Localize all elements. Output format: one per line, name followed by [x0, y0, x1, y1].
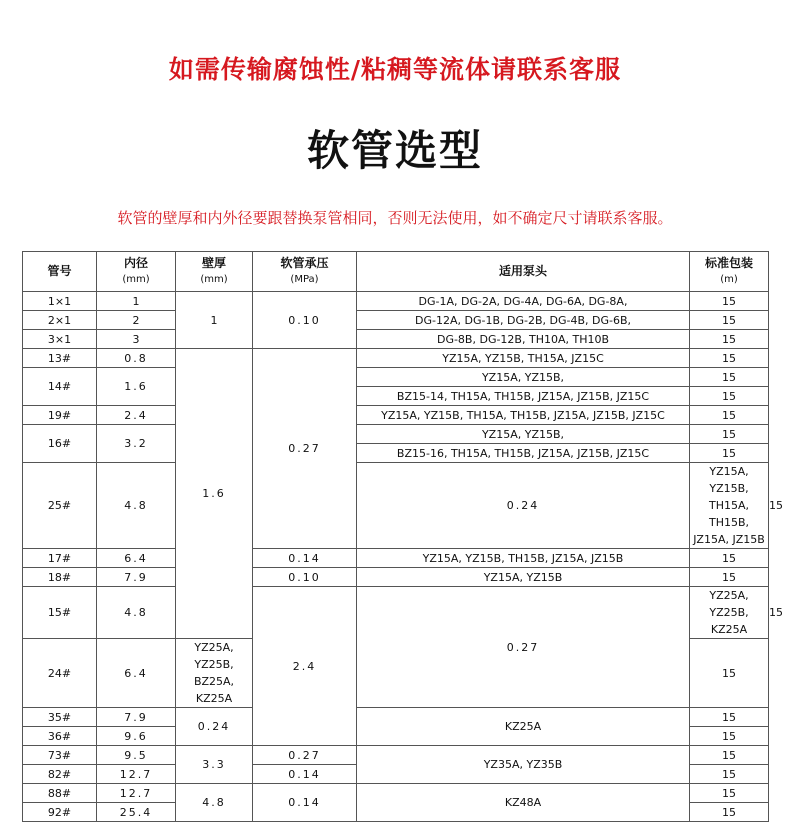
cell-inner-diameter: 3: [97, 330, 176, 349]
cell-package: 15: [690, 311, 769, 330]
cell-pump-head: YZ15A, YZ15B: [357, 568, 690, 587]
cell-pressure: 0.27: [357, 587, 690, 708]
cell-pump-head: YZ15A, YZ15B,: [357, 425, 690, 444]
cell-pump-head: KZ25A: [357, 708, 690, 746]
cell-inner-diameter: 9.5: [97, 746, 176, 765]
cell-package: 15: [690, 292, 769, 311]
cell-inner-diameter: 3.2: [97, 425, 176, 463]
cell-inner-diameter: 0.8: [97, 349, 176, 368]
cell-wall: 2.4: [253, 587, 357, 746]
cell-pump-head: YZ15A, YZ15B,: [357, 368, 690, 387]
table-row: 15# 4.8 2.4 0.27 YZ25A, YZ25B, KZ25A 15: [23, 587, 769, 639]
cell-package: 15: [690, 406, 769, 425]
cell-inner-diameter: 25.4: [97, 803, 176, 822]
cell-inner-diameter: 12.7: [97, 784, 176, 803]
size-note: 软管的壁厚和内外径要跟替换泵管相同，否则无法使用，如不确定尺寸请联系客服。: [117, 209, 673, 227]
cell-pressure: 0.14: [253, 784, 357, 822]
table-row: [23, 311, 769, 330]
cell-pump-head: YZ15A, YZ15B, TH15A, TH15B, JZ15A, JZ15B, JZ15C: [357, 406, 690, 425]
table-row: [23, 330, 769, 349]
table-row: [23, 568, 769, 587]
cell-model: 36#: [23, 727, 97, 746]
cell-model: 82#: [23, 765, 97, 784]
cell-inner-diameter: 1: [97, 292, 176, 311]
cell-inner-diameter: 12.7: [97, 765, 176, 784]
cell-model: 15#: [23, 587, 97, 639]
hose-spec-table: [22, 251, 783, 822]
cell-inner-diameter: 6.4: [97, 549, 176, 568]
page-title: 软管选型: [306, 126, 483, 175]
table-row: [23, 746, 769, 765]
cell-pressure: 0.27: [253, 746, 357, 765]
cell-model: 17#: [23, 549, 97, 568]
cell-wall: 3.3: [176, 746, 253, 784]
cell-model: 19#: [23, 406, 97, 425]
service-notice: 如需传输腐蚀性/粘稠等流体请联系客服: [168, 55, 622, 84]
cell-package: 15: [690, 368, 769, 387]
cell-inner-diameter: 6.4: [97, 639, 176, 708]
cell-pressure: 0.24: [176, 708, 253, 746]
cell-pump-head: YZ25A, YZ25B, KZ25A: [690, 587, 769, 639]
cell-wall: 1.6: [176, 349, 253, 639]
cell-inner-diameter: 7.9: [97, 568, 176, 587]
header-pump-head: 适用泵头: [357, 252, 690, 292]
table-row: [23, 784, 769, 803]
table-header-row: [23, 252, 769, 292]
cell-package: 15: [690, 568, 769, 587]
table-row: 25# 4.8 0.24 YZ15A, YZ15B, TH15A, TH15B, JZ15A, JZ15B 15: [23, 463, 769, 549]
cell-pump-head: YZ15A, YZ15B, TH15A, JZ15C: [357, 349, 690, 368]
cell-package: 15: [690, 387, 769, 406]
table-row: [23, 292, 769, 311]
cell-pressure: 0.14: [253, 549, 357, 568]
cell-package: 15: [690, 425, 769, 444]
table-row: [23, 549, 769, 568]
cell-model: 24#: [23, 639, 97, 708]
cell-model: 1×1: [23, 292, 97, 311]
cell-pump-head: DG-8B, DG-12B, TH10A, TH10B: [357, 330, 690, 349]
cell-pressure: 0.10: [253, 292, 357, 349]
cell-model: 92#: [23, 803, 97, 822]
cell-model: 88#: [23, 784, 97, 803]
cell-wall: 1: [176, 292, 253, 349]
cell-model: 73#: [23, 746, 97, 765]
header-model: 管号: [23, 252, 97, 292]
cell-model: 13#: [23, 349, 97, 368]
cell-package: 15: [690, 803, 769, 822]
cell-inner-diameter: 7.9: [97, 708, 176, 727]
table-row: [23, 425, 769, 444]
cell-pressure: 0.24: [357, 463, 690, 549]
cell-pump-head: YZ15A, YZ15B, TH15A, TH15B, JZ15A, JZ15B: [690, 463, 769, 549]
table-row: [23, 708, 769, 727]
table-row: [23, 368, 769, 387]
cell-pump-head: YZ25A, YZ25B, BZ25A, KZ25A: [176, 639, 253, 708]
cell-pump-head: DG-12A, DG-1B, DG-2B, DG-4B, DG-6B,: [357, 311, 690, 330]
cell-package: 15: [690, 784, 769, 803]
cell-pressure: 0.14: [253, 765, 357, 784]
cell-package: 15: [690, 349, 769, 368]
cell-pump-head: BZ15-16, TH15A, TH15B, JZ15A, JZ15B, JZ15C: [357, 444, 690, 463]
cell-package: 15: [690, 330, 769, 349]
header-package: 标准包装 (m): [690, 252, 769, 292]
cell-pump-head: YZ15A, YZ15B, TH15B, JZ15A, JZ15B: [357, 549, 690, 568]
cell-package: 15: [690, 746, 769, 765]
cell-pressure: 0.27: [253, 349, 357, 549]
cell-inner-diameter: 9.6: [97, 727, 176, 746]
cell-inner-diameter: 2: [97, 311, 176, 330]
cell-package: 15: [690, 727, 769, 746]
cell-package: 15: [690, 708, 769, 727]
header-wall: 壁厚 (mm): [176, 252, 253, 292]
cell-model: 25#: [23, 463, 97, 549]
cell-model: 18#: [23, 568, 97, 587]
header-pressure: 软管承压 (MPa): [253, 252, 357, 292]
cell-pump-head: KZ48A: [357, 784, 690, 822]
cell-pump-head: DG-1A, DG-2A, DG-4A, DG-6A, DG-8A,: [357, 292, 690, 311]
cell-pressure: 0.10: [253, 568, 357, 587]
cell-package: 15: [690, 765, 769, 784]
header-inner-diameter: 内径 (mm): [97, 252, 176, 292]
cell-inner-diameter: 4.8: [97, 587, 176, 639]
cell-model: 3×1: [23, 330, 97, 349]
table-row: [23, 349, 769, 368]
cell-model: 14#: [23, 368, 97, 406]
cell-inner-diameter: 4.8: [97, 463, 176, 549]
cell-wall: 4.8: [176, 784, 253, 822]
cell-inner-diameter: 2.4: [97, 406, 176, 425]
cell-pump-head: BZ15-14, TH15A, TH15B, JZ15A, JZ15B, JZ15C: [357, 387, 690, 406]
cell-package: 15: [690, 549, 769, 568]
cell-package: 15: [690, 444, 769, 463]
cell-inner-diameter: 1.6: [97, 368, 176, 406]
cell-model: 35#: [23, 708, 97, 727]
cell-pump-head: YZ35A, YZ35B: [357, 746, 690, 784]
cell-model: 16#: [23, 425, 97, 463]
table-row: [23, 406, 769, 425]
cell-model: 2×1: [23, 311, 97, 330]
cell-package: 15: [690, 639, 769, 708]
